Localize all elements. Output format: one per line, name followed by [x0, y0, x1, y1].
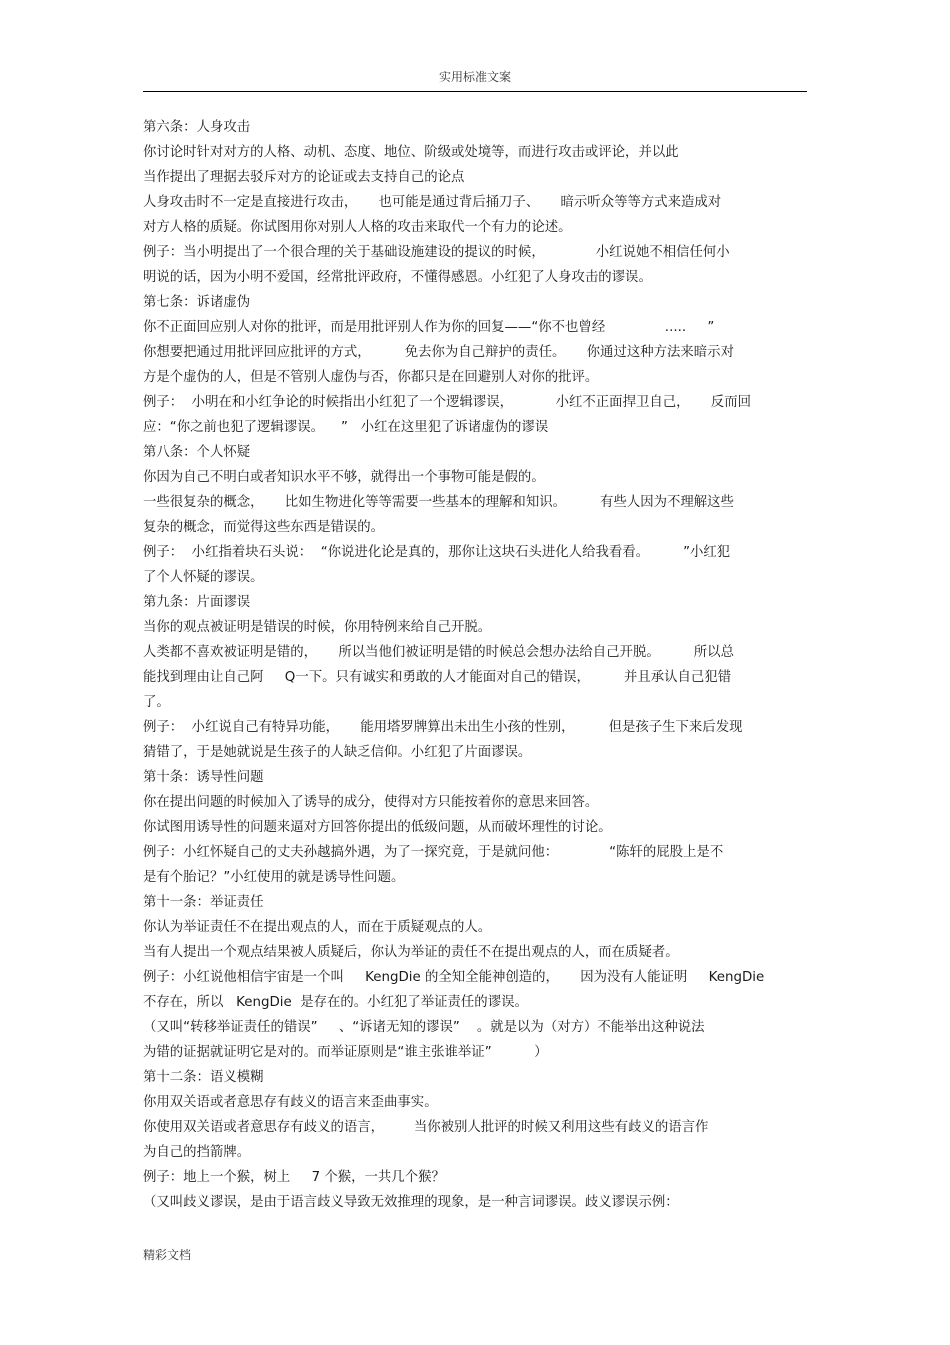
text-line: 第八条：个人怀疑 — [143, 445, 251, 460]
text-line: 你用双关语或者意思存有歧义的语言来歪曲事实。 — [143, 1095, 438, 1110]
text-line: 方是个虚伪的人，但是不管别人虚伪与否，你都只是在回避别人对你的批评。 — [143, 370, 599, 385]
text-line: 例子：当小明提出了一个很合理的关于基础设施建设的提议的时候， 小红说她不相信任何小 — [143, 245, 730, 260]
text-line: 一些很复杂的概念， 比如生物进化等等需要一些基本的理解和知识。 有些人因为不理解这些 — [143, 495, 734, 510]
text-line: 人身攻击时不一定是直接进行攻击， 也可能是通过背后捅刀子、 暗示听众等等方式来造成对 — [143, 195, 722, 210]
page-header: 实用标准文案 — [438, 70, 511, 84]
document-body — [143, 115, 813, 1215]
text-line: 是有个胎记？”小红使用的就是诱导性问题。 — [143, 870, 405, 885]
text-line: 当你的观点被证明是错误的时候，你用特例来给自己开脱。 — [143, 620, 492, 635]
text-line: 了个人怀疑的谬误。 — [143, 570, 264, 585]
text-line: 例子：地上一个猴，树上 7 个猴，一共几个猴？ — [143, 1170, 445, 1185]
text-line: 第十二条：语义模糊 — [143, 1070, 264, 1085]
text-line: 复杂的概念，而觉得这些东西是错误的。 — [143, 520, 385, 535]
text-line: 你使用双关语或者意思存有歧义的语言， 当你被别人批评的时候又利用这些有歧义的语言作 — [143, 1120, 709, 1135]
text-line: 第十条：诱导性问题 — [143, 770, 264, 785]
text-line: 你试图用诱导性的问题来逼对方回答你提出的低级问题，从而破坏理性的讨论。 — [143, 820, 612, 835]
text-line: 例子： 小红说自己有特异功能， 能用塔罗牌算出未出生小孩的性别， 但是孩子生下来后发现 — [143, 720, 743, 735]
text-line: 你讨论时针对对方的人格、动机、态度、地位、阶级或处境等，而进行攻击或评论，并以此 — [143, 145, 679, 160]
text-line: 例子： 小红指着块石头说： “你说进化论是真的，那你让这块石头进化人给我看看。 ”小红犯 — [143, 545, 731, 560]
page-footer: 精彩文档 — [143, 1248, 192, 1262]
text-line: 你不正面回应别人对你的批评，而是用批评别人作为你的回复——“你不也曾经 ..... ” — [143, 320, 715, 335]
text-line: 能找到理由让自己阿 Q一下。只有诚实和勇敢的人才能面对自己的错误， 并且承认自己犯错 — [143, 670, 732, 685]
text-line: 你在提出问题的时候加入了诱导的成分，使得对方只能按着你的意思来回答。 — [143, 795, 599, 810]
text-line: 第十一条：举证责任 — [143, 895, 264, 910]
text-line: 对方人格的质疑。你试图用你对别人人格的攻击来取代一个有力的论述。 — [143, 220, 572, 235]
text-line: （又叫“转移举证责任的错误” 、“诉诸无知的谬误” 。就是以为（对方）不能举出这种说法 — [143, 1020, 705, 1035]
text-line: 为自己的挡箭牌。 — [143, 1145, 251, 1160]
text-line: 当有人提出一个观点结果被人质疑后，你认为举证的责任不在提出观点的人，而在质疑者。 — [143, 945, 679, 960]
text-line: 应：“你之前也犯了逻辑谬误。 ” 小红在这里犯了诉诸虚伪的谬误 — [143, 420, 549, 435]
text-line: 你因为自己不明白或者知识水平不够，就得出一个事物可能是假的。 — [143, 470, 545, 485]
text-line: 例子：小红怀疑自己的丈夫孙越搞外遇，为了一探究竟，于是就问他： “陈轩的屁股上是不 — [143, 845, 724, 860]
text-line: 了。 — [143, 695, 170, 710]
text-line: 人类都不喜欢被证明是错的， 所以当他们被证明是错的时候总会想办法给自己开脱。 所以总 — [143, 645, 734, 660]
text-line: 明说的话，因为小明不爱国，经常批评政府，不懂得感恩。小红犯了人身攻击的谬误。 — [143, 270, 652, 285]
text-line: 不存在，所以 KengDie 是存在的。小红犯了举证责任的谬误。 — [143, 995, 528, 1010]
header-rule — [143, 91, 807, 92]
text-line: 例子： 小明在和小红争论的时候指出小红犯了一个逻辑谬误， 小红不正面捍卫自己， 反而回 — [143, 395, 751, 410]
text-line: 第九条：片面谬误 — [143, 595, 251, 610]
text-line: 你想要把通过用批评回应批评的方式， 免去你为自己辩护的责任。 你通过这种方法来暗示对 — [143, 345, 734, 360]
text-line: 为错的证据就证明它是对的。而举证原则是“谁主张谁举证” ） — [143, 1045, 548, 1060]
text-line: 例子：小红说他相信宇宙是一个叫 KengDie 的全知全能神创造的， 因为没有人能证明 KengDie — [143, 970, 765, 985]
text-line: 你认为举证责任不在提出观点的人，而在于质疑观点的人。 — [143, 920, 492, 935]
text-line: 当作提出了理据去驳斥对方的论证或去支持自己的论点 — [143, 170, 465, 185]
text-line: 猜错了，于是她就说是生孩子的人缺乏信仰。小红犯了片面谬误。 — [143, 745, 532, 760]
text-line: 第七条：诉诸虚伪 — [143, 295, 251, 310]
text-line: 第六条：人身攻击 — [143, 120, 251, 135]
text-line: （又叫歧义谬误，是由于语言歧义导致无效推理的现象，是一种言词谬误。歧义谬误示例： — [143, 1195, 679, 1210]
